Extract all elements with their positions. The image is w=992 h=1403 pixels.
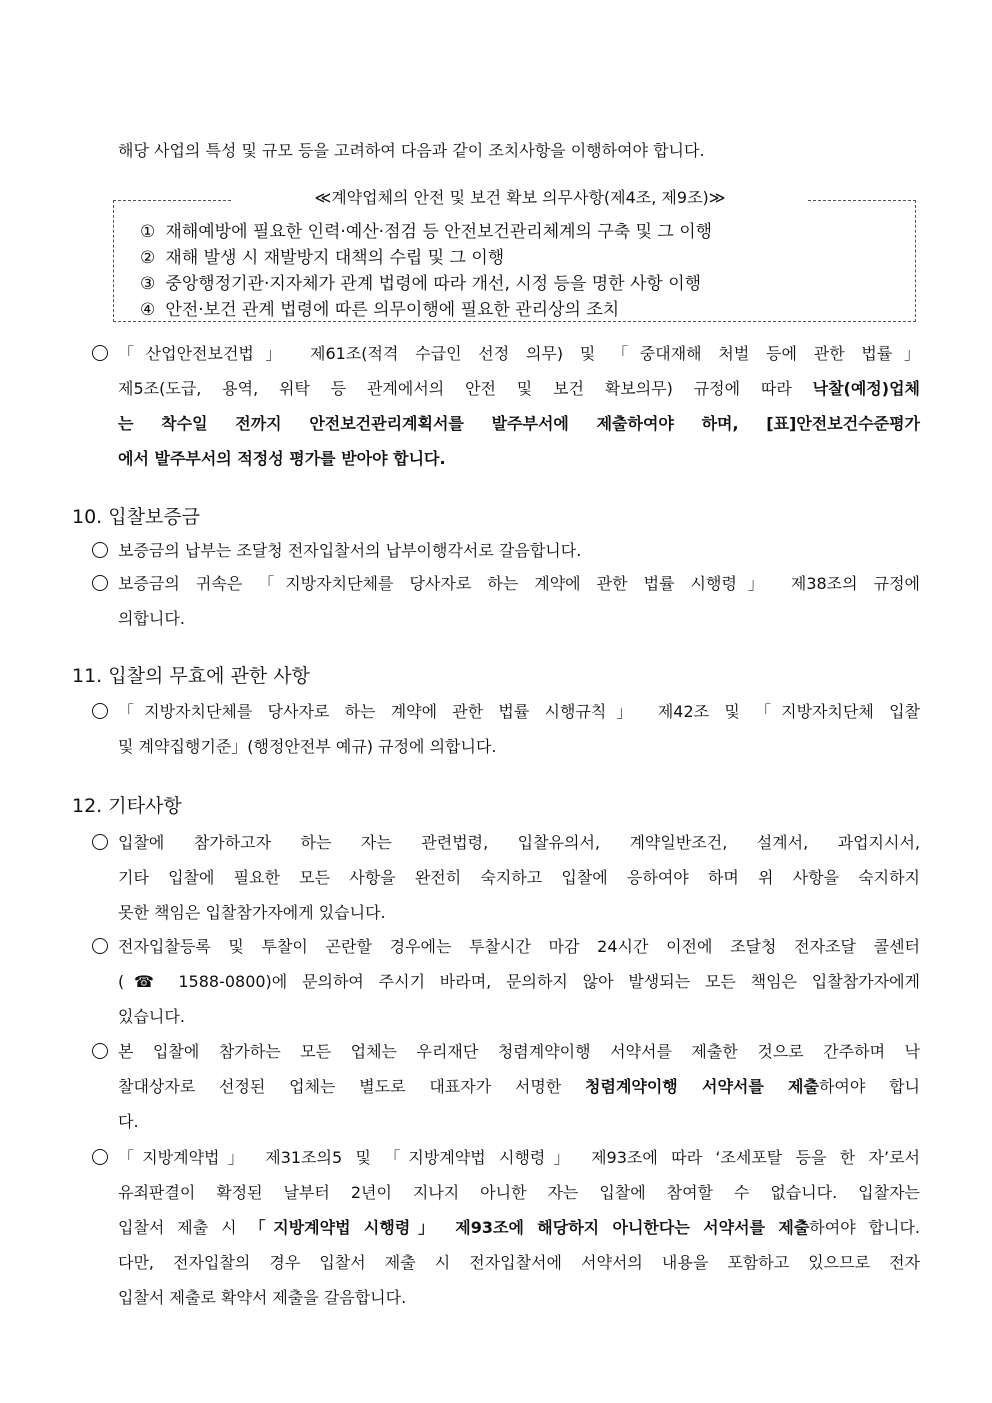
paragraph-text: 입찰서 제출 시 <box>118 1218 250 1237</box>
section-heading-12: 12. 기타사항 <box>72 795 182 817</box>
paragraph-line: 다. <box>118 1112 139 1131</box>
duty-box-title: ≪계약업체의 안전 및 보건 확보 의무사항(제4조, 제9조)≫ <box>232 190 808 206</box>
sec12-paragraph-2 <box>118 929 920 1034</box>
paragraph-line: 기타 입찰에 필요한 모든 사항을 완전히 숙지하고 입찰에 응하여야 하며 위 사항을 숙지하지 <box>118 868 920 887</box>
duty-item-text: 안전·보건 관계 법령에 따른 의무이행에 필요한 관리상의 조치 <box>165 300 620 320</box>
paragraph-line: 입찰에 참가하고자 하는 자는 관련법령, 입찰유의서, 계약일반조건, 설계서, 과업지시서, <box>118 833 920 852</box>
bullet-circle-icon <box>92 542 108 558</box>
duty-item-number: ④ <box>140 300 156 320</box>
duty-item <box>140 250 504 267</box>
duty-item-number: ① <box>140 222 156 242</box>
paragraph-line: 에서 발주부서의 적정성 평가를 받아야 합니다. <box>118 449 446 468</box>
bullet-circle-icon <box>92 938 108 954</box>
duty-item <box>140 276 701 293</box>
paragraph-line: 다만, 전자입찰의 경우 입찰서 제출 시 전자입찰서에 서약서의 내용을 포함하고 있으므로 전자 <box>118 1253 920 1272</box>
paragraph-line: 못한 책임은 입찰참가자에게 있습니다. <box>118 903 386 922</box>
bullet-circle-icon <box>92 575 108 591</box>
paragraph-line: 「지방자치단체를 당사자로 하는 계약에 관한 법률 시행규칙」 제42조 및 「지방자치단체 입찰 <box>118 702 920 721</box>
duty-item-text: 재해예방에 필요한 인력·예산·점검 등 안전보건관리체계의 구축 및 그 이행 <box>165 222 713 242</box>
paragraph-line: 보증금의 귀속은 「지방자치단체를 당사자로 하는 계약에 관한 법률 시행령」 제38조의 규정에 <box>118 574 920 593</box>
paragraph-line: (☎ 1588-0800)에 문의하여 주시기 바라며, 문의하지 않아 발생되는 모든 책임은 입찰참가자에게 <box>118 972 920 991</box>
duty-item-number: ③ <box>140 274 156 294</box>
sec10-paragraph-1: 보증금의 납부는 조달청 전자입찰서의 납부이행각서로 갈음합니다. <box>118 541 582 560</box>
sec10-paragraph-2 <box>118 566 920 636</box>
bullet-circle-icon <box>92 345 108 361</box>
duty-item <box>140 224 712 241</box>
paragraph-line <box>118 1069 920 1104</box>
duty-item-number: ② <box>140 248 156 268</box>
paragraph-line: 유죄판결이 확정된 날부터 2년이 지나지 아니한 자는 입찰에 참여할 수 없습니다. 입찰자는 <box>118 1183 920 1202</box>
safety-paragraph <box>118 336 920 476</box>
paragraph-line: 입찰서 제출로 확약서 제출을 갈음합니다. <box>118 1288 407 1307</box>
duty-item <box>140 302 619 319</box>
paragraph-text: 찰대상자로 선정된 업체는 별도로 대표자가 서명한 <box>118 1077 586 1096</box>
paragraph-line: 「지방계약법」 제31조의5 및 「지방계약법 시행령」 제93조에 따라 ‘조세포탈 등을 한 자’로서 <box>118 1148 920 1167</box>
paragraph-line: 있습니다. <box>118 1007 185 1026</box>
paragraph-bold-text: 낙찰(예정)업체 <box>812 379 920 398</box>
sec11-paragraph-1 <box>118 694 920 764</box>
paragraph-line: 및 계약집행기준」(행정안전부 예규) 규정에 의합니다. <box>118 737 497 756</box>
sec12-paragraph-3 <box>118 1034 920 1139</box>
section-heading-10: 10. 입찰보증금 <box>72 506 201 528</box>
paragraph-text: 하여야 합니다. <box>809 1218 920 1237</box>
paragraph-line: 「산업안전보건법」 제61조(적격 수급인 선정 의무) 및 「중대재해 처벌 등에 관한 법률」 <box>118 344 920 363</box>
paragraph-bold-text: 청렴계약이행 서약서를 제출 <box>585 1077 819 1096</box>
intro-text: 해당 사업의 특성 및 규모 등을 고려하여 다음과 같이 조치사항을 이행하여야 합니다. <box>118 141 705 160</box>
sec12-paragraph-1 <box>118 825 920 930</box>
paragraph-line: 는 착수일 전까지 안전보건관리계획서를 발주부서에 제출하여야 하며, [표]안전보건수준평가 <box>118 414 920 433</box>
bullet-circle-icon <box>92 703 108 719</box>
sec12-paragraph-4 <box>118 1140 920 1315</box>
paragraph-line <box>118 1210 920 1245</box>
section-heading-11: 11. 입찰의 무효에 관한 사항 <box>72 665 310 687</box>
paragraph-line: 본 입찰에 참가하는 모든 업체는 우리재단 청렴계약이행 서약서를 제출한 것으로 간주하며 낙 <box>118 1042 920 1061</box>
duty-item-text: 재해 발생 시 재발방지 대책의 수립 및 그 이행 <box>165 248 505 268</box>
bullet-circle-icon <box>92 1149 108 1165</box>
paragraph-line: 의합니다. <box>118 609 185 628</box>
paragraph-text: 제5조(도급, 용역, 위탁 등 관계에서의 안전 및 보건 확보의무) 규정에 따라 <box>118 379 813 398</box>
paragraph-bold-text: 「지방계약법 시행령」 제93조에 해당하지 아니한다는 서약서를 제출 <box>249 1218 810 1237</box>
paragraph-line <box>118 371 920 406</box>
bullet-circle-icon <box>92 1043 108 1059</box>
paragraph-line: 전자입찰등록 및 투찰이 곤란할 경우에는 투찰시간 마감 24시간 이전에 조달청 전자조달 콜센터 <box>118 937 920 956</box>
paragraph-text: 하여야 합니 <box>818 1077 920 1096</box>
bullet-circle-icon <box>92 834 108 850</box>
duty-item-text: 중앙행정기관·지자체가 관계 법령에 따라 개선, 시정 등을 명한 사항 이행 <box>165 274 702 294</box>
